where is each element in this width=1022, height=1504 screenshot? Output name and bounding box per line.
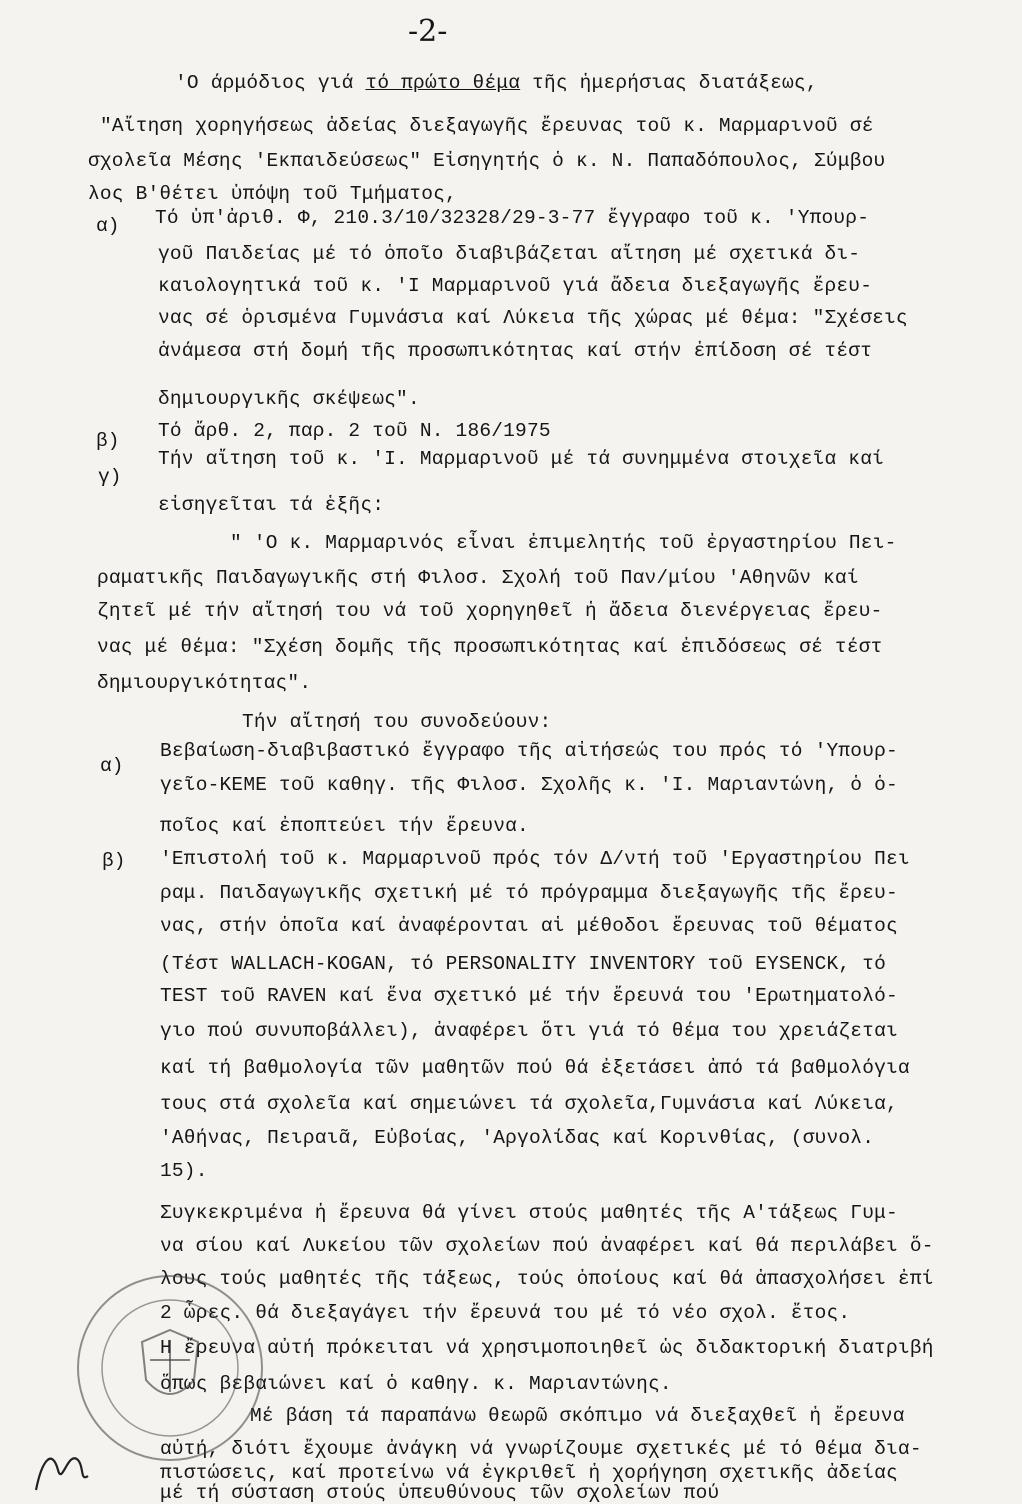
text-line: σχολεῖα Μέσης 'Εκπαιδεύσεως" Εἰσηγητής ὁ κ. Ν. Παπαδόπουλος, Σύμβου: [88, 150, 886, 172]
text-line: ραματικῆς Παιδαγωγικῆς στή Φιλοσ. Σχολή τοῦ Παν/μίου 'Αθηνῶν καί: [97, 567, 859, 589]
text-line: Τήν αἴτηση τοῦ κ. 'Ι. Μαρμαρινοῦ μέ τά συνημμένα στοιχεῖα καί: [158, 448, 885, 470]
signature-mark-icon: [28, 1430, 98, 1500]
text-line: 'Επιστολή τοῦ κ. Μαρμαρινοῦ πρός τόν Δ/ντή τοῦ 'Εργαστηρίου Πει: [160, 848, 910, 870]
text-line: ποῖος καί ἐποπτεύει τήν ἔρευνα.: [160, 815, 529, 837]
text-line: 2 ὧρες. θά διεξαγάγει τήν ἔρευνά του μέ τό νέο σχολ. ἔτος.: [160, 1302, 851, 1324]
text-line: ζητεῖ μέ τήν αἴτησή του νά τοῦ χορηγηθεῖ ἡ ἄδεια διενέργειας ἔρευ-: [97, 600, 883, 622]
page-number: -2-: [408, 14, 448, 49]
text-line: τους στά σχολεῖα καί σημειώνει τά σχολεῖα,Γυμνάσια καί Λύκεια,: [160, 1093, 898, 1115]
text-line: ἀνάμεσα στή δομή τῆς προσωπικότητας καί στήν ἐπίδοση σέ τέστ: [158, 340, 873, 362]
text-line: δημιουργικῆς σκέψεως".: [158, 388, 420, 410]
text-line: να σίου καί Λυκείου τῶν σχολείων πού ἀναφέρει καί θά περιλάβει ὅ-: [160, 1235, 934, 1257]
item-label-b: β): [96, 430, 120, 452]
text-line: καιολογητικά τοῦ κ. 'Ι Μαρμαρινοῦ γιά ἄδεια διεξαγωγῆς ἔρευ-: [158, 275, 873, 297]
text-line: νας, στήν ὁποῖα καί ἀναφέρονται αἱ μέθοδοι ἔρευνας τοῦ θέματος: [160, 915, 898, 937]
intro-underlined: τό πρώτο θέμα: [365, 72, 521, 94]
item-label-c: γ): [98, 466, 122, 488]
text-line: καί τή βαθμολογία τῶν μαθητῶν πού θά ἐξετάσει ἀπό τά βαθμολόγια: [160, 1057, 910, 1079]
text-line: γοῦ Παιδείας μέ τό ὁποῖο διαβιβάζεται αἴτηση μέ σχετικά δι-: [158, 243, 861, 265]
text-line: εἰσηγεῖται τά ἑξῆς:: [158, 494, 385, 516]
text-line: νας μέ θέμα: "Σχέση δομῆς τῆς προσωπικότητας καί ἐπιδόσεως σέ τέστ: [97, 636, 883, 658]
text-line: Βεβαίωση-διαβιβαστικό ἔγγραφο τῆς αἰτήσεώς του πρός τό 'Υπουρ-: [160, 740, 898, 762]
intro-pre: 'Ο άρμόδιος γιά: [175, 72, 366, 94]
text-line: λους τούς μαθητές τῆς τάξεως, τούς ὁποίους καί θά ἀπασχολήσει ἐπί: [160, 1268, 934, 1290]
text-line: Η ἔρευνα αὐτή πρόκειται νά χρησιμοποιηθεῖ ὡς διδακτορική διατριβή: [160, 1337, 934, 1359]
text-line: 15).: [160, 1160, 208, 1182]
text-line: 'Αθήνας, Πειραιᾶ, Εὐβοίας, 'Αργολίδας καί Κορινθίας, (συνολ.: [160, 1127, 875, 1149]
text-line: Συγκεκριμένα ἡ ἔρευνα θά γίνει στούς μαθητές τῆς Α'τάξεως Γυμ-: [160, 1202, 898, 1224]
item-label-a2: α): [100, 755, 124, 777]
intro-line: [175, 72, 818, 94]
intro-post: τῆς ἡμερήσιας διατάξεως,: [520, 72, 818, 94]
item-label-a: α): [96, 215, 120, 237]
text-line: δημιουργικότητας".: [97, 672, 312, 694]
text-line: πιστώσεις, καί προτείνω νά ἐγκριθεῖ ἡ χορήγηση σχετικῆς ἀδείας: [160, 1462, 898, 1484]
text-line: γεῖο-ΚΕΜΕ τοῦ καθηγ. τῆς Φιλοσ. Σχολῆς κ. 'Ι. Μαριαντώνη, ὁ ὁ-: [160, 774, 898, 796]
text-line: Τό ἄρθ. 2, παρ. 2 τοῦ Ν. 186/1975: [158, 420, 551, 442]
text-line: Τήν αἴτησή του συνοδεύουν:: [242, 711, 552, 733]
text-line: λος Β'θέτει ὑπόψη τοῦ Τμήματος,: [88, 183, 457, 205]
text-line: μέ τή σύσταση στούς ὑπευθύνους τῶν σχολείων πού: [160, 1482, 720, 1504]
text-line: ραμ. Παιδαγωγικῆς σχετική μέ τό πρόγραμμα διεξαγωγῆς τῆς ἔρευ-: [160, 882, 898, 904]
text-line: αὐτή, διότι ἔχουμε ἀνάγκη νά γνωρίζουμε σχετικές μέ τό θέμα δια-: [160, 1438, 922, 1460]
text-line: " 'Ο κ. Μαρμαρινός εἶναι ἐπιμελητής τοῦ ἐργαστηρίου Πει-: [230, 532, 897, 554]
text-line: νας σέ ὁρισμένα Γυμνάσια καί Λύκεια τῆς χώρας μέ θέμα: "Σχέσεις: [158, 307, 908, 329]
text-line: TEST τοῦ RAVEN καί ἕνα σχετικό μέ τήν ἔρευνά του 'Ερωτηματολό-: [160, 985, 898, 1007]
text-line: Τό ὑπ'ἀριθ. Φ, 210.3/10/32328/29-3-77 ἔγγραφο τοῦ κ. 'Υπουρ-: [155, 207, 870, 229]
text-line: γιο πού συνυποβάλλει), ἀναφέρει ὅτι γιά τό θέμα του χρειάζεται: [160, 1020, 898, 1042]
text-line: "Αἴτηση χορηγήσεως ἀδείας διεξαγωγῆς ἔρευνας τοῦ κ. Μαρμαρινοῦ σέ: [100, 115, 874, 137]
text-line: Μέ βάση τά παραπάνω θεωρῶ σκόπιμο νά διεξαχθεῖ ἡ ἔρευνα: [250, 1405, 905, 1427]
text-line: (Τέστ WALLACH-KOGAN, τό PERSONALITY INVENTORY τοῦ EYSENCK, τό: [160, 953, 887, 975]
item-label-b2: β): [102, 850, 126, 872]
official-seal-icon: [70, 1268, 270, 1468]
text-line: ὅπως βεβαιώνει καί ὁ καθηγ. κ. Μαριαντώνης.: [160, 1373, 672, 1395]
